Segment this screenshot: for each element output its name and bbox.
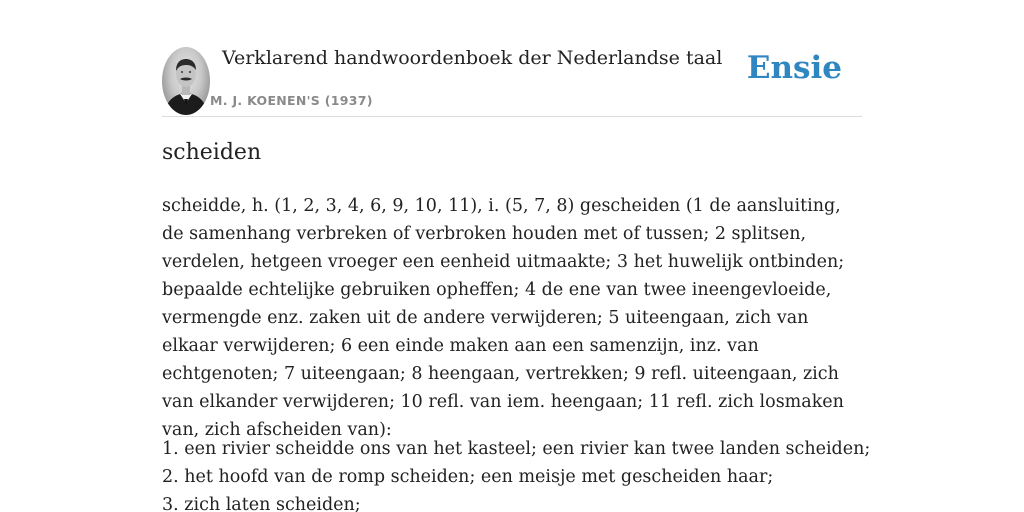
example-list — [162, 435, 871, 512]
example-item: 1. een rivier scheidde ons van het kasteel; een rivier kan twee landen scheiden; — [162, 439, 871, 459]
entry-headword: scheiden — [162, 140, 262, 165]
entry-definition: scheidde, h. (1, 2, 3, 4, 6, 9, 10, 11), i. (5, 7, 8) gescheiden (1 de aansluiting, de samenhang verbreken of verbroken houden met of tussen; 2 splitsen, verdelen, hetgeen vroeger een eenheid uitmaakte; 3 het huwelijk ontbinden; bepaalde echtelijke gebruiken opheffen; 4 de ene van twee ineengevloeide, vermengde enz. zaken uit de andere verwijderen; 5 uiteengaan, zich van elkaar verwijderen; 6 een einde maken aan een samenzijn, inz. van echtgenoten; 7 uiteengaan; 8 heengaan, vertrekken; 9 refl. uiteengaan, zich van elkander verwijderen; 10 refl. van iem. heengaan; 11 refl. zich losmaken van, zich afscheiden van): — [162, 196, 845, 440]
portrait-image — [162, 47, 210, 115]
brand-logo-link[interactable]: Ensie — [746, 50, 842, 86]
book-title: Verklarend handwoordenboek der Nederlandse taal — [222, 47, 723, 69]
book-author: M. J. KOENEN'S (1937) — [210, 93, 373, 108]
example-item: 3. zich laten scheiden; — [162, 495, 361, 512]
example-item: 2. het hoofd van de romp scheiden; een meisje met gescheiden haar; — [162, 467, 774, 487]
site-header — [162, 40, 862, 117]
author-portrait — [162, 47, 210, 115]
